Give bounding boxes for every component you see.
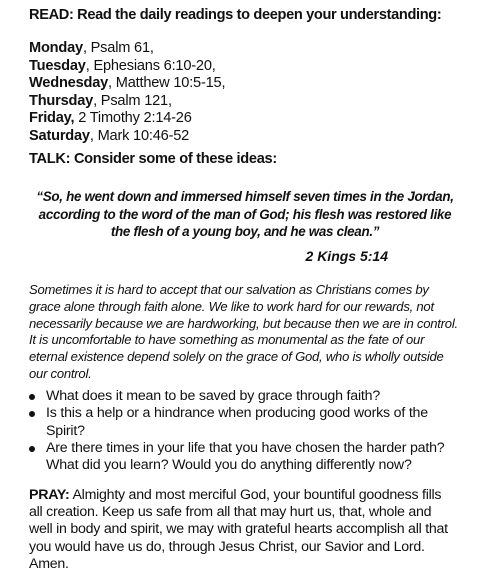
pray-paragraph: [29, 487, 448, 573]
scripture-quote: “So, he went down and immersed himself seven times in the Jordan, according to the word of the man of God; his flesh was restored like the flesh of a young boy, and he was clean.”: [36, 189, 454, 239]
reading-ref: , Psalm 61,: [82, 40, 154, 56]
question-item: [29, 405, 444, 440]
reading-day: Tuesday: [29, 57, 86, 74]
pray-line: you would have us do, through Jesus Christ, our Savior and Lord.: [29, 538, 425, 555]
reading-ref: , Psalm 121,: [93, 92, 172, 109]
reading-ref: 2 Timothy 2:14-26: [74, 110, 192, 127]
question-item: [29, 388, 444, 405]
talk-keyword: TALK:: [29, 151, 71, 167]
question-line: What does it mean to be saved by grace through faith?: [46, 388, 381, 404]
read-keyword: READ:: [29, 7, 74, 23]
pray-line: well in body and spirit, we may with grateful hearts accomplish all that: [29, 521, 448, 538]
question-line: Is this a help or a hindrance when producing good works of the: [46, 405, 428, 422]
reading-day: Friday,: [29, 110, 75, 127]
reading-item: [29, 93, 225, 111]
reading-ref: , Matthew 10:5-15,: [108, 75, 226, 92]
bullet-icon: [29, 394, 35, 400]
scripture-reference: 2 Kings 5:14: [305, 248, 388, 264]
reading-day: Monday: [29, 40, 83, 56]
commentary-line: Sometimes it is hard to accept that our salvation as Christians comes by: [29, 282, 429, 297]
reading-item: [29, 58, 225, 76]
pray-keyword: PRAY:: [29, 487, 70, 503]
commentary-line: grace alone through faith alone. We like to work hard for our rewards, not: [29, 298, 434, 314]
question-item: [29, 440, 444, 475]
commentary-line: It is uncomfortable to have something as monumental as the fate of our: [29, 332, 425, 348]
commentary-line: necessarily because we are hardworking, but because then we are in control.: [29, 315, 458, 331]
pray-line: [29, 487, 448, 504]
discussion-questions: [29, 388, 444, 474]
bullet-icon: [29, 446, 35, 452]
read-heading: [29, 7, 441, 23]
reading-item: [29, 40, 225, 58]
talk-heading-text: Consider some of these ideas:: [70, 151, 277, 167]
reading-item: [29, 75, 225, 93]
reading-day: Saturday: [29, 127, 90, 144]
reading-day: Wednesday: [29, 75, 109, 92]
commentary-paragraph: [29, 282, 458, 383]
pray-line: Amen.: [29, 555, 69, 572]
read-heading-text: Read the daily readings to deepen your understanding:: [73, 7, 442, 23]
question-line: What did you learn? Would you do anything differently now?: [46, 457, 412, 474]
pray-line: all creation. Keep us safe from all that may hurt us, that, whole and: [29, 504, 432, 521]
talk-heading: [29, 151, 277, 167]
question-line: Are there times in your life that you have chosen the harder path?: [46, 439, 445, 456]
reading-ref: , Ephesians 6:10-20,: [85, 57, 216, 74]
question-line: Spirit?: [46, 422, 85, 439]
reading-item: [29, 110, 225, 128]
commentary-line: eternal existence depend solely on the grace of God, who is wholly outside: [29, 349, 444, 365]
daily-readings-list: [29, 40, 225, 146]
reading-item: [29, 128, 225, 146]
pray-text: Almighty and most merciful God, your bountiful goodness fills: [69, 487, 442, 503]
reading-ref: , Mark 10:46-52: [89, 127, 190, 144]
commentary-line: our control.: [29, 365, 92, 381]
reading-day: Thursday: [29, 92, 94, 109]
bullet-icon: [29, 411, 35, 417]
